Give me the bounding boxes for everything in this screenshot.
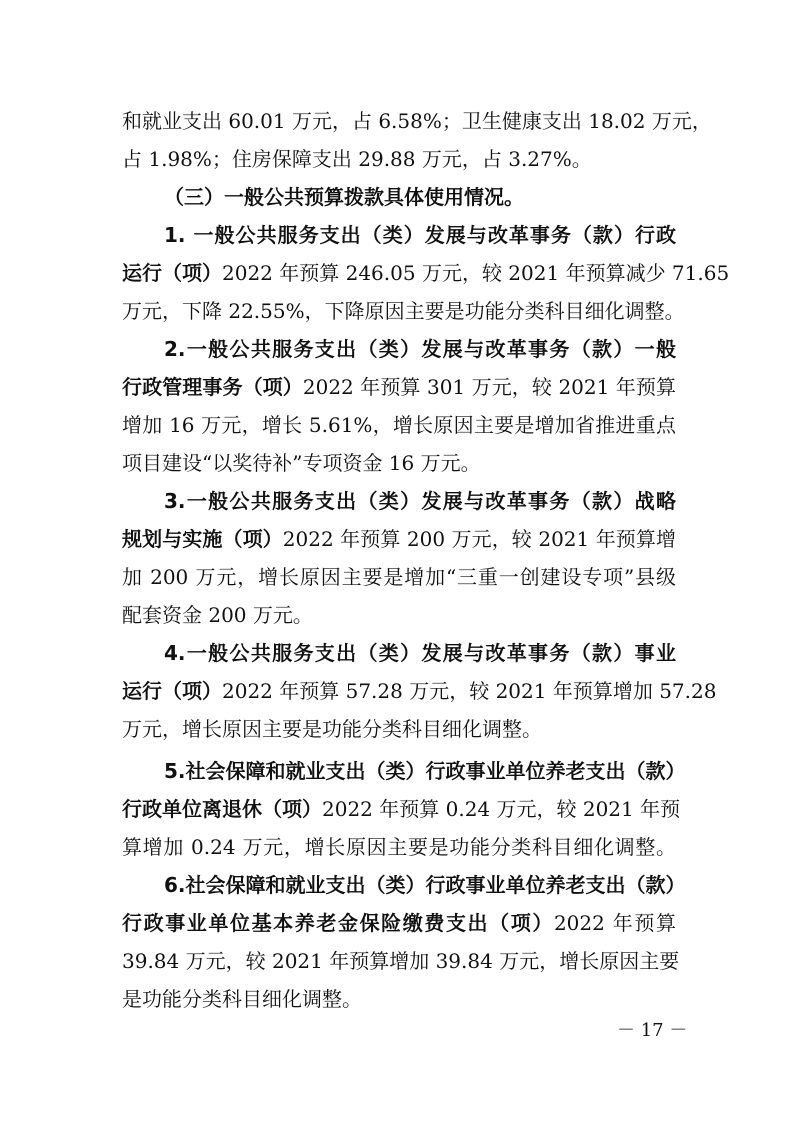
paragraph-5-line-2 bbox=[122, 789, 681, 829]
paragraph-4-line-2-text: 2022 年预算 57.28 万元，较 2021 年预算增加 57.28 bbox=[222, 679, 717, 703]
paragraph-4-item-title: 运行（项） bbox=[122, 679, 222, 703]
paragraph-2-line-3: 增加 16 万元，增长 5.61%，增长原因主要是增加省推进重点 bbox=[122, 413, 676, 437]
paragraph-3-line-1: 3.一般公共服务支出（类）发展与改革事务（款）战略 bbox=[164, 489, 676, 513]
paragraph-3-line-4: 配套资金 200 万元。 bbox=[122, 603, 313, 627]
paragraph-0-line-2: 占 1.98%；住房保障支出 29.88 万元，占 3.27%。 bbox=[122, 147, 592, 171]
paragraph-6-line-2-text: 2022 年预算 bbox=[553, 911, 677, 935]
paragraph-0-line-1: 和就业支出 60.01 万元，占 6.58%；卫生健康支出 18.02 万元， bbox=[122, 109, 712, 133]
paragraph-3-line-2 bbox=[122, 519, 676, 559]
paragraph-3-item-title: 规划与实施（项） bbox=[122, 527, 283, 551]
paragraph-1-item-title: 运行（项） bbox=[122, 261, 222, 285]
paragraph-1-line-2-text: 2022 年预算 246.05 万元，较 2021 年预算减少 71.65 bbox=[222, 261, 730, 285]
paragraph-6-item-title: 行政事业单位基本养老金保险缴费支出（项） bbox=[122, 911, 554, 935]
paragraph-6-line-2 bbox=[122, 903, 676, 943]
paragraph-2-item-title: 行政管理事务（项） bbox=[122, 375, 303, 399]
paragraph-2-line-4: 项目建设“以奖待补”专项资金 16 万元。 bbox=[122, 451, 481, 475]
paragraph-6-line-3: 39.84 万元，较 2021 年预算增加 39.84 万元，增长原因主要 bbox=[122, 949, 680, 973]
paragraph-4-line-1: 4.一般公共服务支出（类）发展与改革事务（款）事业 bbox=[164, 641, 676, 665]
paragraph-3-line-3: 加 200 万元，增长原因主要是增加“三重一创建设专项”县级 bbox=[122, 565, 676, 589]
page-number: － 17 － bbox=[617, 1020, 688, 1041]
paragraph-6-line-4: 是功能分类科目细化调整。 bbox=[122, 987, 362, 1011]
paragraph-1-line-3: 万元，下降 22.55%，下降原因主要是功能分类科目细化调整。 bbox=[122, 299, 685, 323]
paragraph-4-line-2 bbox=[122, 671, 717, 711]
paragraph-4-line-3: 万元，增长原因主要是功能分类科目细化调整。 bbox=[122, 717, 542, 741]
paragraph-3-line-2-text: 2022 年预算 200 万元，较 2021 年预算增 bbox=[282, 527, 676, 551]
paragraph-1-line-2 bbox=[122, 253, 730, 293]
paragraph-5-line-1: 5.社会保障和就业支出（类）行政事业单位养老支出（款） bbox=[164, 759, 686, 783]
section-heading: （三）一般公共预算拨款具体使用情况。 bbox=[164, 185, 524, 209]
paragraph-5-line-2-text: 2022 年预算 0.24 万元，较 2021 年预 bbox=[322, 797, 681, 821]
paragraph-2-line-2 bbox=[122, 367, 676, 407]
paragraph-2-line-1: 2.一般公共服务支出（类）发展与改革事务（款）一般 bbox=[164, 337, 676, 361]
paragraph-5-item-title: 行政单位离退休（项） bbox=[122, 797, 322, 821]
paragraph-2-line-2-text: 2022 年预算 301 万元，较 2021 年预算 bbox=[302, 375, 676, 399]
paragraph-6-line-1: 6.社会保障和就业支出（类）行政事业单位养老支出（款） bbox=[164, 873, 686, 897]
paragraph-1-line-1: 1. 一般公共服务支出（类）发展与改革事务（款）行政 bbox=[164, 223, 676, 247]
paragraph-5-line-3: 算增加 0.24 万元，增长原因主要是功能分类科目细化调整。 bbox=[122, 835, 676, 859]
